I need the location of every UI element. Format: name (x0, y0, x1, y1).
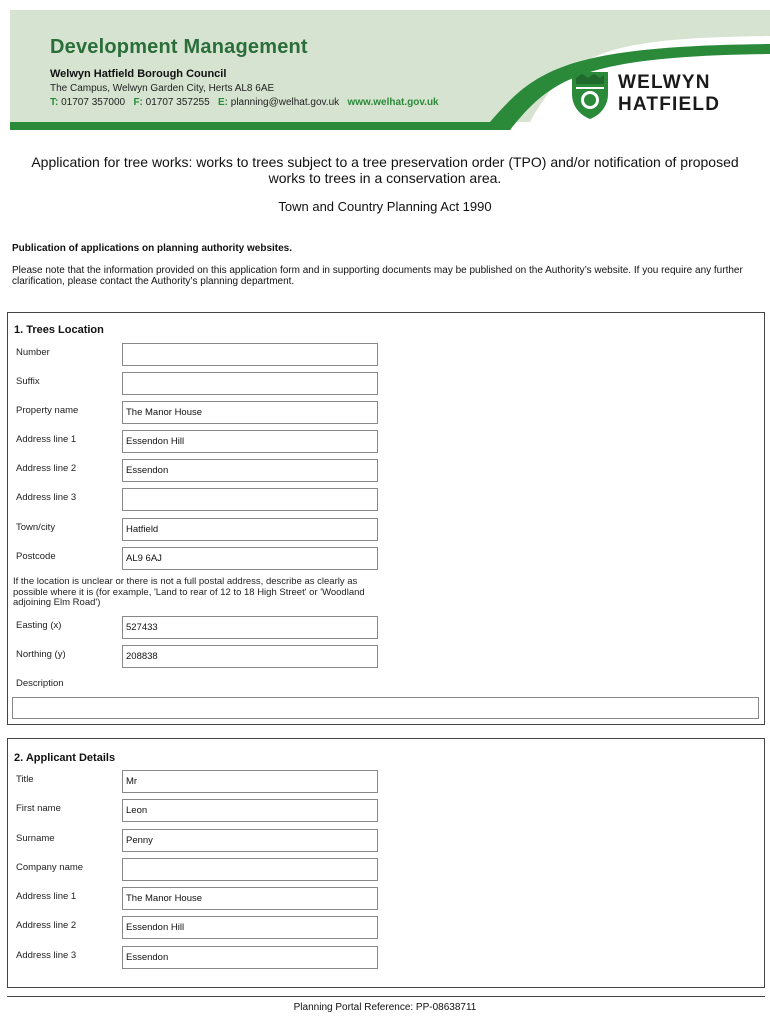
applicant-address-line-3-field[interactable]: Essendon (122, 946, 378, 969)
field-label: Company name (16, 862, 84, 873)
field-label: Property name (16, 405, 79, 416)
field-label: Northing (y) (16, 649, 66, 660)
council-address: The Campus, Welwyn Garden City, Herts AL8 6AE (50, 83, 275, 94)
surname-field[interactable]: Penny (122, 829, 378, 852)
email-address[interactable]: planning@welhat.gov.uk (230, 97, 340, 108)
field-label: Town/city (16, 522, 56, 533)
form-title: Application for tree works: works to trees subject to a tree preservation order (TPO) and/or notification of proposed works to trees in a conservation area. (31, 154, 739, 186)
description-field[interactable] (12, 697, 759, 719)
field-label: Address line 1 (16, 891, 77, 902)
field-label: Address line 1 (16, 434, 77, 445)
act-title: Town and Country Planning Act 1990 (278, 199, 492, 214)
publication-heading: Publication of applications on planning authority websites. (12, 243, 293, 254)
logo-word-welwyn: WELWYN (618, 72, 711, 93)
publication-text: Please note that the information provided on this application form and in supporting documents may be published on the Authority’s website. If you require any further clarification, please contact the Authority’s planning department. (12, 265, 743, 287)
footer-divider (7, 996, 765, 997)
field-label: Number (16, 347, 50, 358)
section-applicant-details (7, 738, 765, 988)
field-label: Easting (x) (16, 620, 62, 631)
town-city-field[interactable]: Hatfield (122, 518, 378, 541)
address-line-2-field[interactable]: Essendon (122, 459, 378, 482)
portal-reference: Planning Portal Reference: PP-08638711 (293, 1002, 477, 1013)
field-label: Postcode (16, 551, 56, 562)
address-line-3-field[interactable] (122, 488, 378, 511)
field-label: Surname (16, 833, 55, 844)
shield-icon (570, 70, 610, 120)
field-label: Suffix (16, 376, 40, 387)
field-label: Address line 3 (16, 950, 77, 961)
company-name-field[interactable] (122, 858, 378, 881)
easting-field[interactable]: 527433 (122, 616, 378, 639)
phone-label: T: (50, 97, 59, 108)
field-label: Address line 2 (16, 920, 77, 931)
section-trees-location (7, 312, 765, 725)
address-line-1-field[interactable]: Essendon Hill (122, 430, 378, 453)
property-name-field[interactable]: The Manor House (122, 401, 378, 424)
logo-word-hatfield: HATFIELD (618, 94, 721, 115)
location-note: If the location is unclear or there is not a full postal address, describe as clearly as possible where it is (for example, 'Land to rear of 12 to 18 High Street' or 'Woodland adjoining Elm Road') (13, 576, 365, 608)
fax-label: F: (133, 97, 143, 108)
website-link[interactable]: www.welhat.gov.uk (347, 97, 439, 108)
section-title: 1. Trees Location (14, 324, 104, 336)
title-field[interactable]: Mr (122, 770, 378, 793)
fax-number: 01707 357255 (145, 97, 210, 108)
section-title: 2. Applicant Details (14, 752, 116, 764)
council-name: Welwyn Hatfield Borough Council (50, 68, 227, 80)
postcode-field[interactable]: AL9 6AJ (122, 547, 378, 570)
field-label: Title (16, 774, 34, 785)
number-field[interactable] (122, 343, 378, 366)
email-label: E: (217, 97, 228, 108)
field-label: Address line 2 (16, 463, 77, 474)
description-label: Description (16, 678, 64, 689)
page-header (10, 10, 770, 130)
applicant-address-line-2-field[interactable]: Essendon Hill (122, 916, 378, 939)
welwyn-hatfield-logo (570, 70, 750, 130)
phone-number: 01707 357000 (61, 97, 126, 108)
department-title: Development Management (50, 36, 308, 58)
contact-line (50, 97, 439, 108)
applicant-address-line-1-field[interactable]: The Manor House (122, 887, 378, 910)
first-name-field[interactable]: Leon (122, 799, 378, 822)
field-label: Address line 3 (16, 492, 77, 503)
field-label: First name (16, 803, 61, 814)
northing-field[interactable]: 208838 (122, 645, 378, 668)
suffix-field[interactable] (122, 372, 378, 395)
